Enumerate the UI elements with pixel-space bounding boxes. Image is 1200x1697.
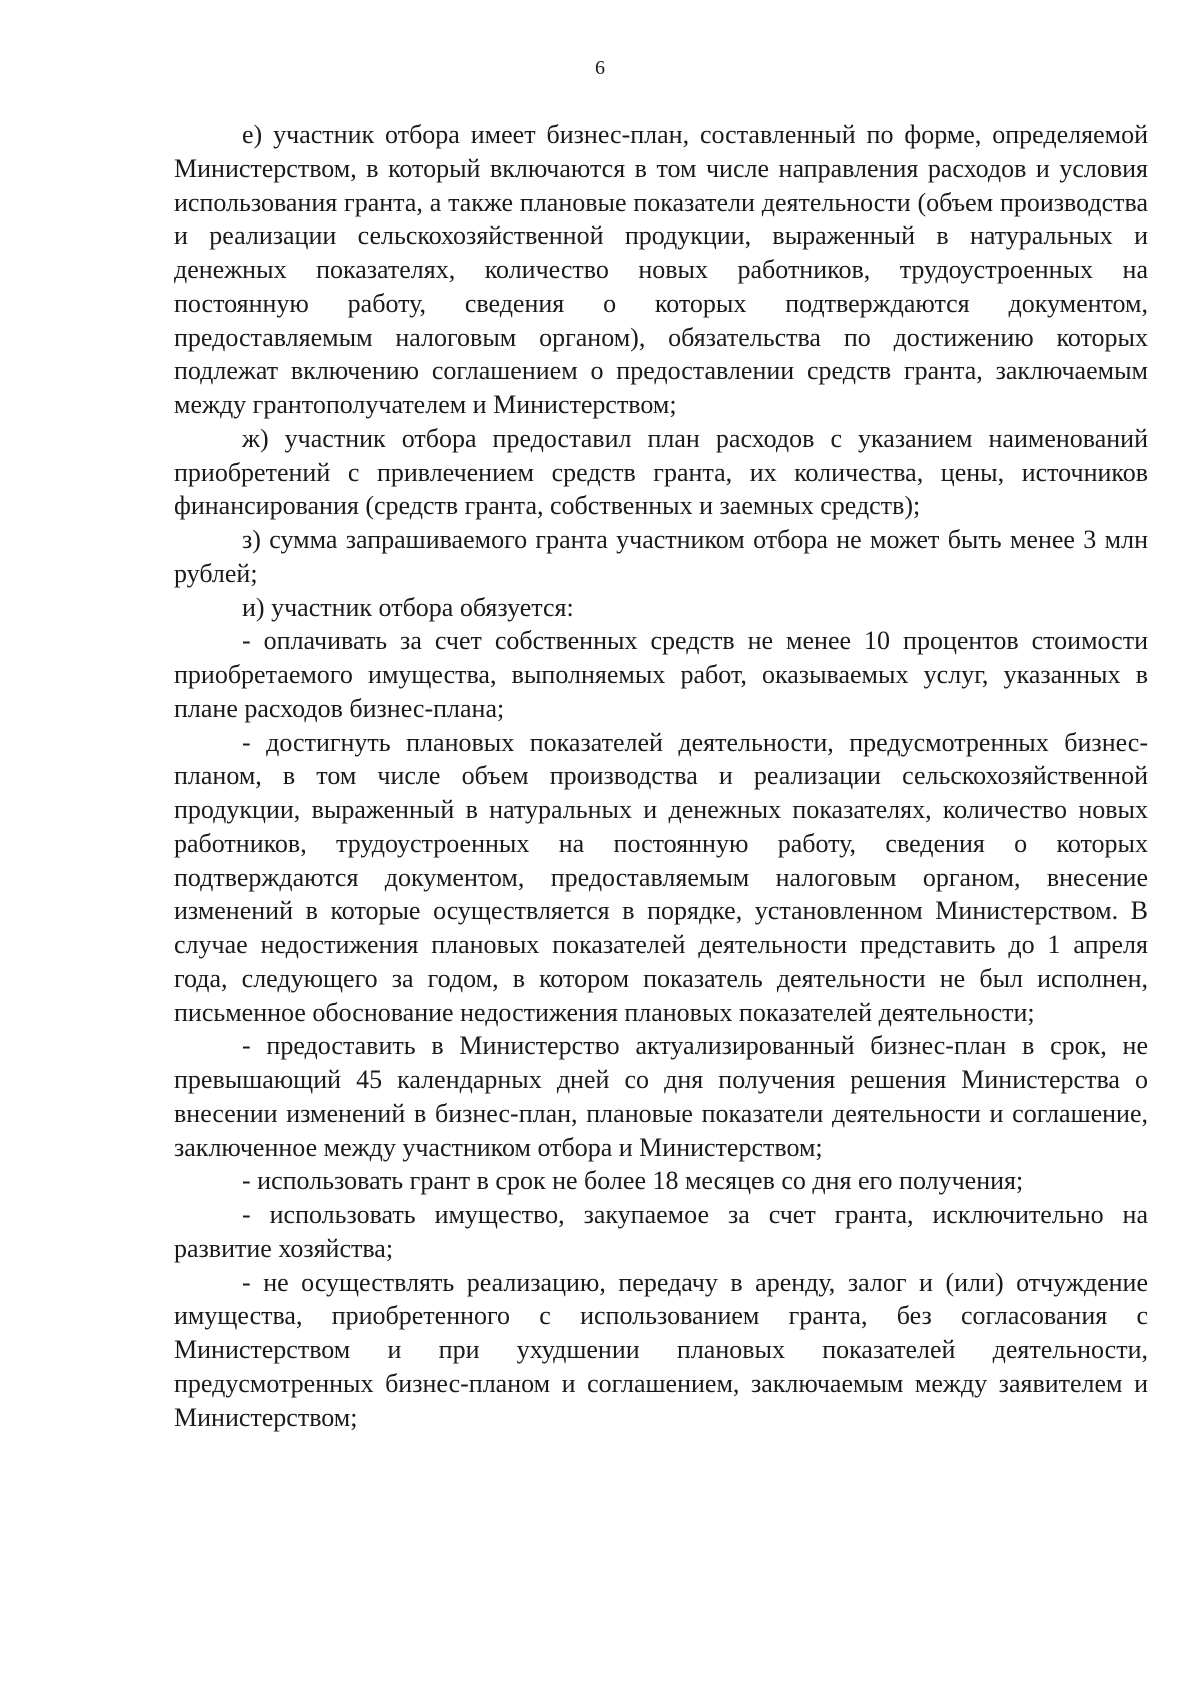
obligation-property-usage: - использовать имущество, закупаемое за счет гранта, исключительно на развитие хозяйства; bbox=[174, 1200, 1148, 1263]
document-body bbox=[174, 118, 1148, 1434]
obligation-no-alienation: - не осуществлять реализацию, передачу в аренду, залог и (или) отчуждение имущества, приобретенного с использованием гранта, без согласования с Министерством и при ухудшении плановых показателей деятельности, предусмотренных бизнес-планом и соглашением, заключаемым между заявителем и Министерством; bbox=[174, 1267, 1148, 1432]
paragraph-z-grant-amount: з) сумма запрашиваемого гранта участником отбора не может быть менее 3 млн рублей; bbox=[174, 525, 1148, 588]
obligation-planned-indicators: - достигнуть плановых показателей деятельности, предусмотренных бизнес-планом, в том числе объем производства и реализации сельскохозяйственной продукции, выраженный в натуральных и денежных показателях, количество новых работников, трудоустроенных на постоянную работу, сведения о которых подтверждаются документом, предоставляемым налоговым органом, внесение изменений в которые осуществляется в порядке, установленном Министерством. В случае недостижения плановых показателей деятельности представить до 1 апреля года, следующего за годом, в котором показатель деятельности не был исполнен, письменное обоснование недостижения плановых показателей деятельности; bbox=[174, 727, 1148, 1027]
paragraph-i-obligations-heading: и) участник отбора обязуется: bbox=[242, 592, 574, 622]
paragraph-zh-expense-plan: ж) участник отбора предоставил план расходов с указанием наименований приобретений с привлечением средств гранта, их количества, цены, источников финансирования (средств гранта, собственных и заемных средств); bbox=[174, 423, 1148, 521]
obligation-own-funds: - оплачивать за счет собственных средств не менее 10 процентов стоимости приобретаемого имущества, выполняемых работ, оказываемых услуг, указанных в плане расходов бизнес-плана; bbox=[174, 626, 1148, 723]
paragraph-e-business-plan: е) участник отбора имеет бизнес-план, составленный по форме, определяемой Министерством, в который включаются в том числе направления расходов и условия использования гранта, а также плановые показатели деятельности (объем производства и реализации сельскохозяйственной продукции, выраженный в натуральных и денежных показателях, количество новых работников, трудоустроенных на постоянную работу, сведения о которых подтверждаются документом, предоставляемым налоговым органом), обязательства по достижению которых подлежат включению соглашением о предоставлении средств гранта, заключаемым между грантополучателем и Министерством; bbox=[174, 120, 1148, 419]
obligation-updated-business-plan: - предоставить в Министерство актуализированный бизнес-план в срок, не превышающий 45 календарных дней со дня получения решения Министерства о внесении изменений в бизнес-план, плановые показатели деятельности и соглашение, заключенное между участником отбора и Министерством; bbox=[174, 1031, 1148, 1162]
obligation-grant-usage-term: - использовать грант в срок не более 18 месяцев со дня его получения; bbox=[242, 1166, 1024, 1196]
page-number: 6 bbox=[595, 57, 605, 79]
